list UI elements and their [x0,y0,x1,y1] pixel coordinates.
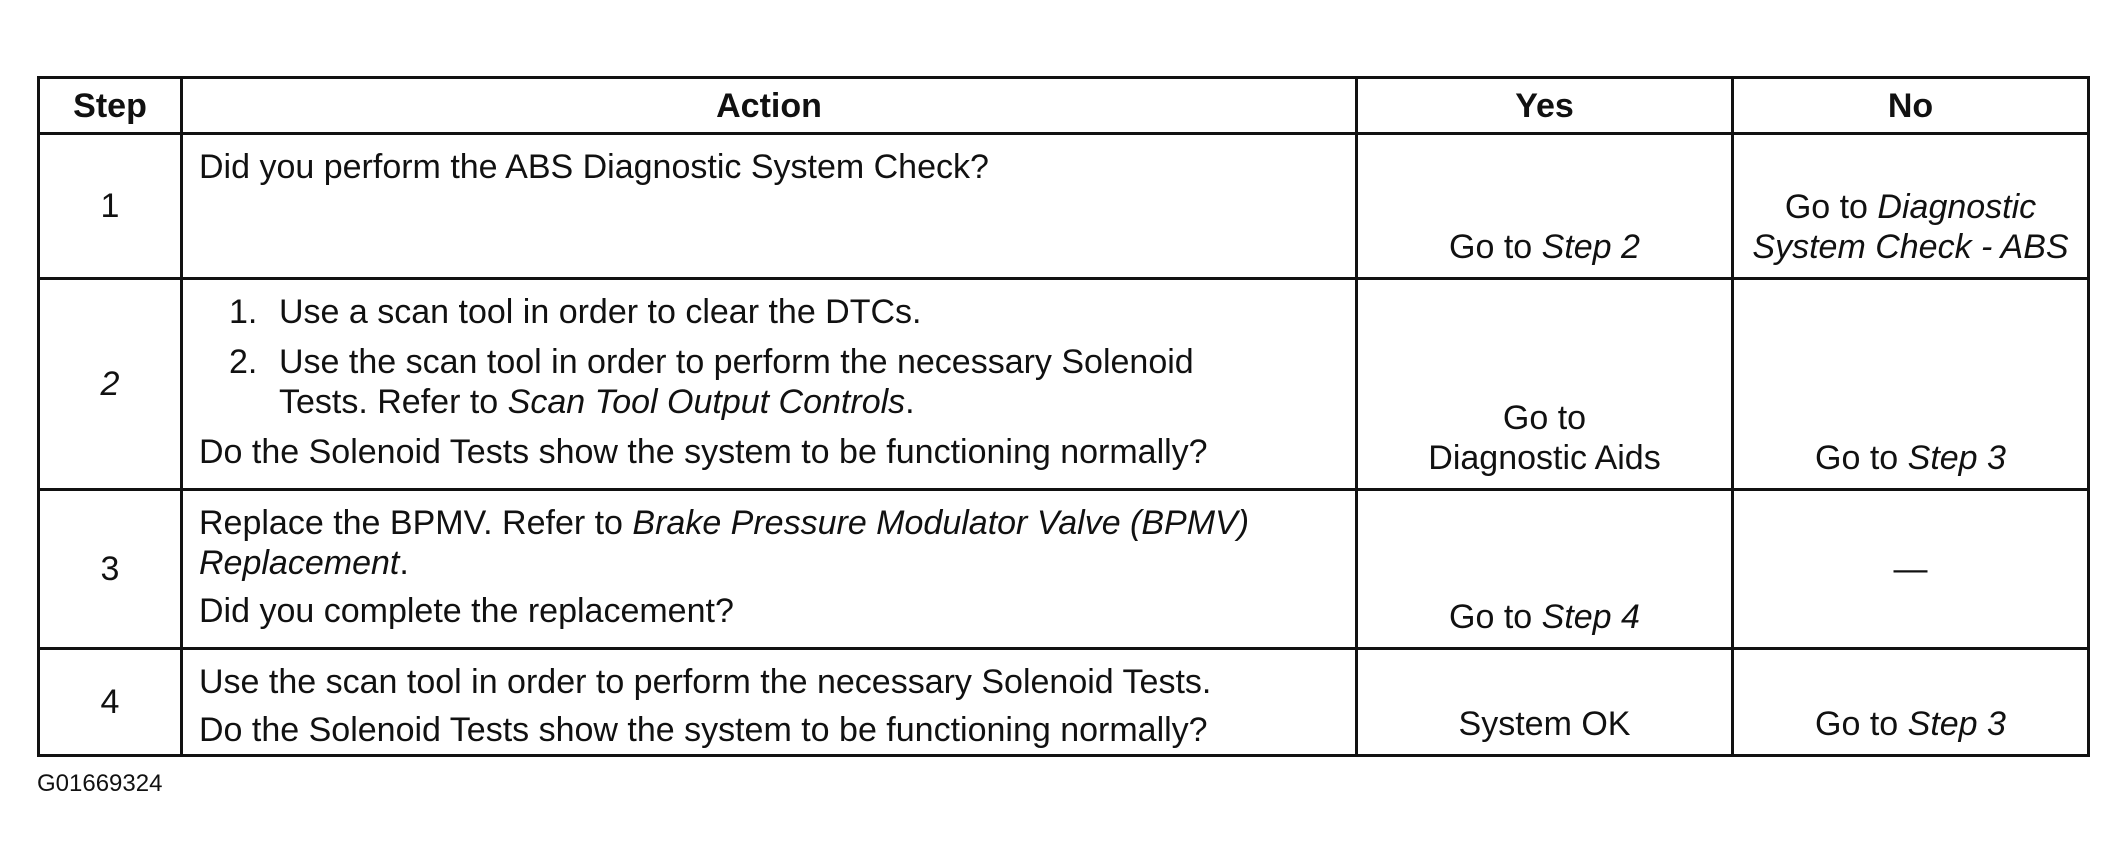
header-yes: Yes [1357,78,1733,134]
action-question: Do the Solenoid Tests show the system to be functioning normally? [199,433,1208,471]
step-number: 2 [39,279,182,490]
yes-link[interactable]: Step 2 [1541,228,1640,266]
yes-cell [1357,279,1733,490]
table-row [39,649,2089,756]
no-prefix: Go to [1784,188,1878,226]
diagnostic-table [37,76,2090,757]
yes-link[interactable]: Step 4 [1541,598,1640,636]
action-cell [182,134,1357,279]
list-item-link[interactable]: Scan Tool Output Controls [507,383,906,421]
no-link-line1[interactable]: Diagnostic [1877,188,2037,226]
action-link-line2[interactable]: Replacement [199,544,400,582]
yes-cell [1357,490,1733,649]
yes-text: System OK [1458,705,1631,743]
no-cell [1733,279,2089,490]
no-link-line2[interactable]: System Check - ABS [1752,228,2069,266]
step-number: 3 [39,490,182,649]
header-no: No [1733,78,2089,134]
list-item-number: 2. [229,343,258,381]
action-question: Did you perform the ABS Diagnostic System Check? [199,148,989,186]
header-action: Action [182,78,1357,134]
yes-cell [1357,134,1733,279]
step-number: 1 [39,134,182,279]
action-instruction: Use the scan tool in order to perform the necessary Solenoid Tests. [199,663,1212,701]
table-row [39,490,2089,649]
table-row [39,134,2089,279]
list-item [229,342,1341,422]
figure-id: G01669324 [37,770,163,797]
action-cell [182,279,1357,490]
action-cell [182,490,1357,649]
action-cell [182,649,1357,756]
header-step: Step [39,78,182,134]
table-row [39,279,2089,490]
yes-prefix: Go to [1449,598,1542,636]
list-item-text: Use the scan tool in order to perform the necessary Solenoid [279,343,1194,381]
list-item-number: 1. [229,293,258,331]
no-cell [1733,649,2089,756]
list-item-text-cont: Tests. Refer to [279,383,508,421]
no-cell [1733,490,2089,649]
no-prefix: Go to [1815,439,1908,477]
list-item [229,292,1341,332]
yes-prefix: Go to [1449,228,1542,266]
action-intro: Replace the BPMV. Refer to [199,504,633,542]
list-item-text: Use a scan tool in order to clear the DTCs. [279,293,922,331]
action-link-line1[interactable]: Brake Pressure Modulator Valve (BPMV) [632,504,1250,542]
no-prefix: Go to [1815,705,1908,743]
yes-cell [1357,649,1733,756]
action-question: Did you complete the replacement? [199,592,734,630]
action-steps-list [199,292,1341,422]
no-dash: — [1893,550,1928,588]
step-number: 4 [39,649,182,756]
action-suffix: . [399,544,409,582]
no-link[interactable]: Step 3 [1907,439,2006,477]
action-question: Do the Solenoid Tests show the system to be functioning normally? [199,711,1208,749]
action-instruction [199,503,1341,583]
no-link[interactable]: Step 3 [1907,705,2006,743]
yes-line2[interactable]: Diagnostic Aids [1428,439,1661,477]
yes-line1: Go to [1502,399,1587,437]
header-row [39,78,2089,134]
no-cell [1733,134,2089,279]
list-item-suffix: . [905,383,915,421]
